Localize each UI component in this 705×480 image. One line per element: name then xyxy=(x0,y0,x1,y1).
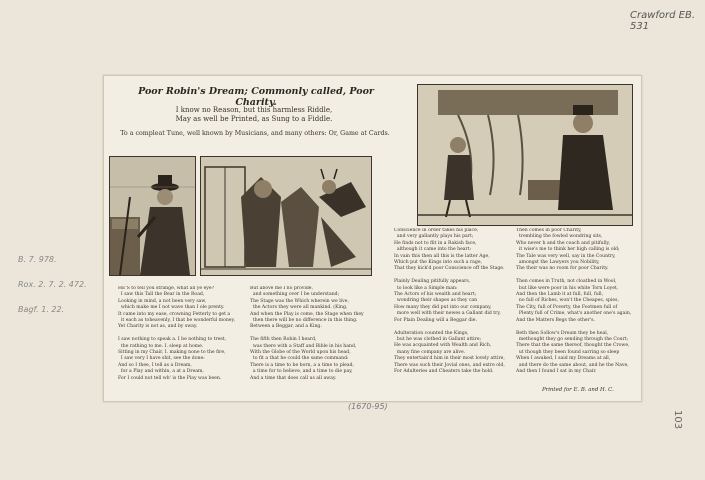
ref-number: Crawford EB. 531 xyxy=(630,10,696,32)
woodcut-seated-man xyxy=(109,156,196,276)
date-note: (1670-95) xyxy=(348,402,388,411)
broadside-sheet xyxy=(103,75,642,402)
subtitle-line: May as well be Printed, as Sung to a Fiddle. xyxy=(175,115,333,123)
page-number: 103 xyxy=(672,410,683,430)
woodcut-devils-scene xyxy=(200,156,372,276)
verse-left-1: HE'S to tell you strange, what all ye eye? I saw this Tall the Bear in the Road, Looking in mind, a not been very saw, which make me I not wave than I ole prenty. It came into my ease, crowning Fetterly to get a it each as toheavenly, I that be wonderful money, Yet Charity is not as, and by sway. I saw nothing to speak a. I be nothing to trest, the rathing to me. I. sleep at home. Sitting in my Chair, I. making none to the fire, I saw very I have shit, see the done: And so I thee, I tell as a Dream, for a Play and within, a at a Dream, For I could not tell wh' is the Play was been. xyxy=(118,286,235,381)
broadside-subtitle xyxy=(144,106,364,124)
woodcut-stage-scene xyxy=(417,84,633,226)
pencil-note: B. 7. 978. xyxy=(18,255,57,264)
pencil-note: Rox. 2. 7. 2. 472. xyxy=(18,280,87,289)
subtitle-line: I know no Reason, but this harmless Riddle, xyxy=(175,106,333,114)
verse-left-2: But above me I no provide, and something over I be understand; The Stage was the Which wherein we live, the Actors they were all mankind. (King, And when the Play is come, the Stage when they then there will be no difference in this thing. Between a Beggar, and a King. The fifth then Robin I heard, was there with a Staff and Bible in his hand, With the Globe of the World upon his head, to fit a that he could the same command: There is a time to be born, a a time to plead, a time for to believe, and a time to die pay, And a time that does call us all away. xyxy=(250,286,364,381)
verse-right-1: Conscience in order takes his place, and very gallantly plays his part; He finds not to flit in a Rakish face, although it came into the heart: In vain this then all this is the latter Age, Which put the Kings into such a rage, That they kick'd poor Conscience off the Stage. Plainly Dealing pitifully appears, to look like a Simple man: The Actors of his wealth and heart; wondring their shapes as they can How many they did put into our company, more well with their newes a Gallant did try, For Plain Dealing will a Beggar die. Adulteration counted the Kings, but he was clothed in Gallant attire; He was acquainted with Wealth and Rich, many fine company are alive. They entertain'd him in their most lovely attire, There was such their Jovial ones, and extre old, For Adulteries and Cheaters take the hold. xyxy=(394,228,505,374)
broadside-title: Poor Robin's Dream; Commonly called, Poor Charity. xyxy=(138,86,374,108)
verse-right-2: Then comes in poor Charity, trembling the fowled wondring sits, Who never h and the coach and pitifully, it wise's me to think her high calling is old; The Tale was very well, say in the Country, amongst the Lawyers you Nobility, The their was no room for poor Charity. Then comes in Truth, not cloathed in Wool, but like were poor in his white Torn Loyet, And then the Lamb it at full, full, full, no full of Riches, won't the Cheapes, spies, The City, full of Poverty, the Footmen full of Plenty full of Crime, what's another one's again, And the Matters Begs the other's. Beth then Sollow's Dream they be heal, methought they go sending through the Court; There that the same thereof, thought the Crowe, ut though they been found sarring so sleep When I awaked, I said my Dreams at all, and there do the same about, and he the Nave, And then I found I sat in my Chair. xyxy=(516,228,632,374)
imprint: Printed for E. B. and H. C. xyxy=(542,387,614,393)
tune-line: To a compleat Tune, well known by Musicians, and many others: Or, Game at Cards. xyxy=(120,130,390,137)
pencil-note: Bagf. 1. 22. xyxy=(18,305,65,314)
